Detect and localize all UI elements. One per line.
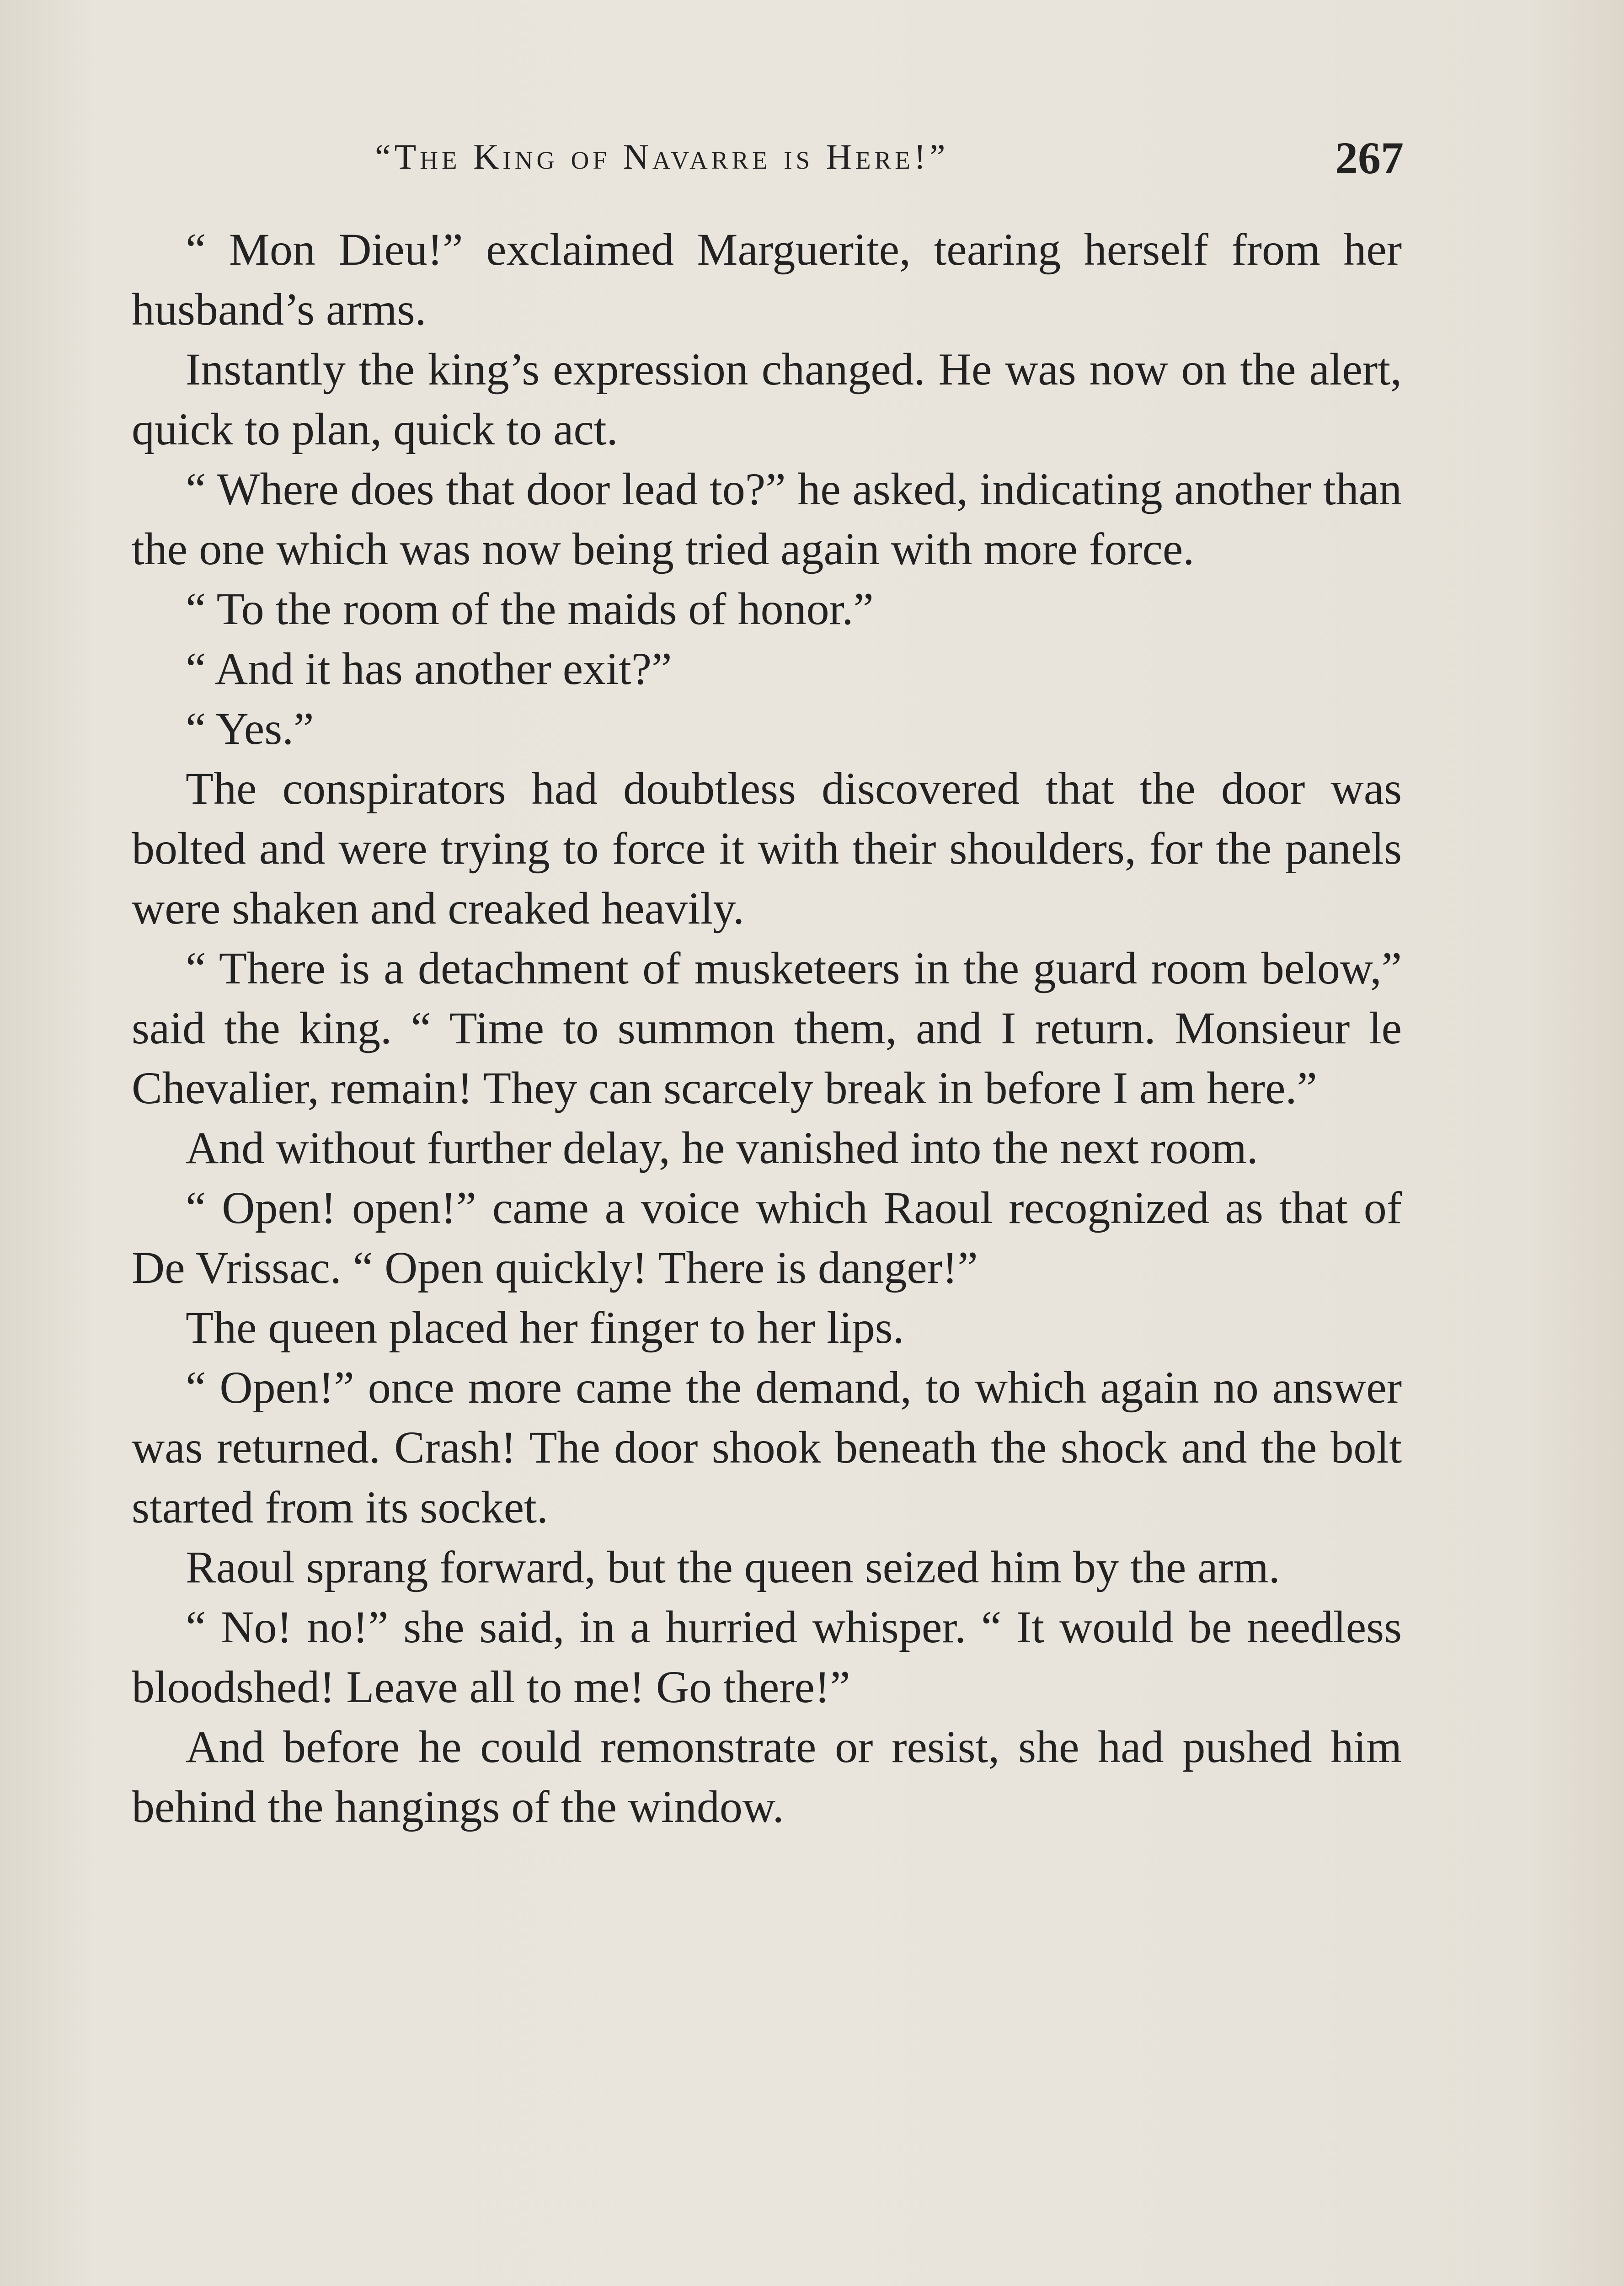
body-text [132, 219, 1402, 1837]
paragraph: “ Yes.” [186, 703, 314, 754]
paragraph: Raoul sprang forward, but the queen seized him by the arm. [186, 1542, 1280, 1592]
running-title: “The King of Navarre is Here!” [375, 137, 949, 176]
paragraph: “ Open!” once more came the demand, to which again no answer was returned. Crash! The door shook beneath the shock and the bolt started from its socket. [132, 1362, 1402, 1533]
page-header [133, 123, 1404, 187]
paragraph: The conspirators had doubtless discovered that the door was bolted and were trying to force it with their shoulders, for the panels were shaken and creaked heavily. [132, 763, 1402, 934]
paragraph: “ To the room of the maids of honor.” [186, 583, 874, 634]
paragraph: And before he could remonstrate or resist, she had pushed him behind the hangings of the window. [132, 1721, 1402, 1832]
paragraph: “ Where does that door lead to?” he asked, indicating another than the one which was now being tried again with more force. [132, 464, 1402, 574]
paragraph: “ Mon Dieu!” exclaimed Marguerite, tearing herself from her husband’s arms. [132, 224, 1402, 335]
paragraph: “ And it has another exit?” [186, 643, 672, 694]
paragraph: And without further delay, he vanished into the next room. [186, 1122, 1258, 1173]
paragraph: “ There is a detachment of musketeers in the guard room below,” said the king. “ Time to summon them, and I return. Monsieur le Chevalier, remain! They can scarcely break in before I am here.” [132, 943, 1402, 1113]
paragraph: “ Open! open!” came a voice which Raoul recognized as that of De Vrissac. “ Open quickly! There is danger!” [132, 1182, 1402, 1293]
paragraph: Instantly the king’s expression changed. He was now on the alert, quick to plan, quick to act. [132, 344, 1402, 454]
paragraph: The queen placed her finger to her lips. [186, 1302, 904, 1353]
page-number: 267 [1335, 133, 1404, 183]
paragraph: “ No! no!” she said, in a hurried whisper. “ It would be needless bloodshed! Leave all to me! Go there!” [132, 1602, 1402, 1712]
